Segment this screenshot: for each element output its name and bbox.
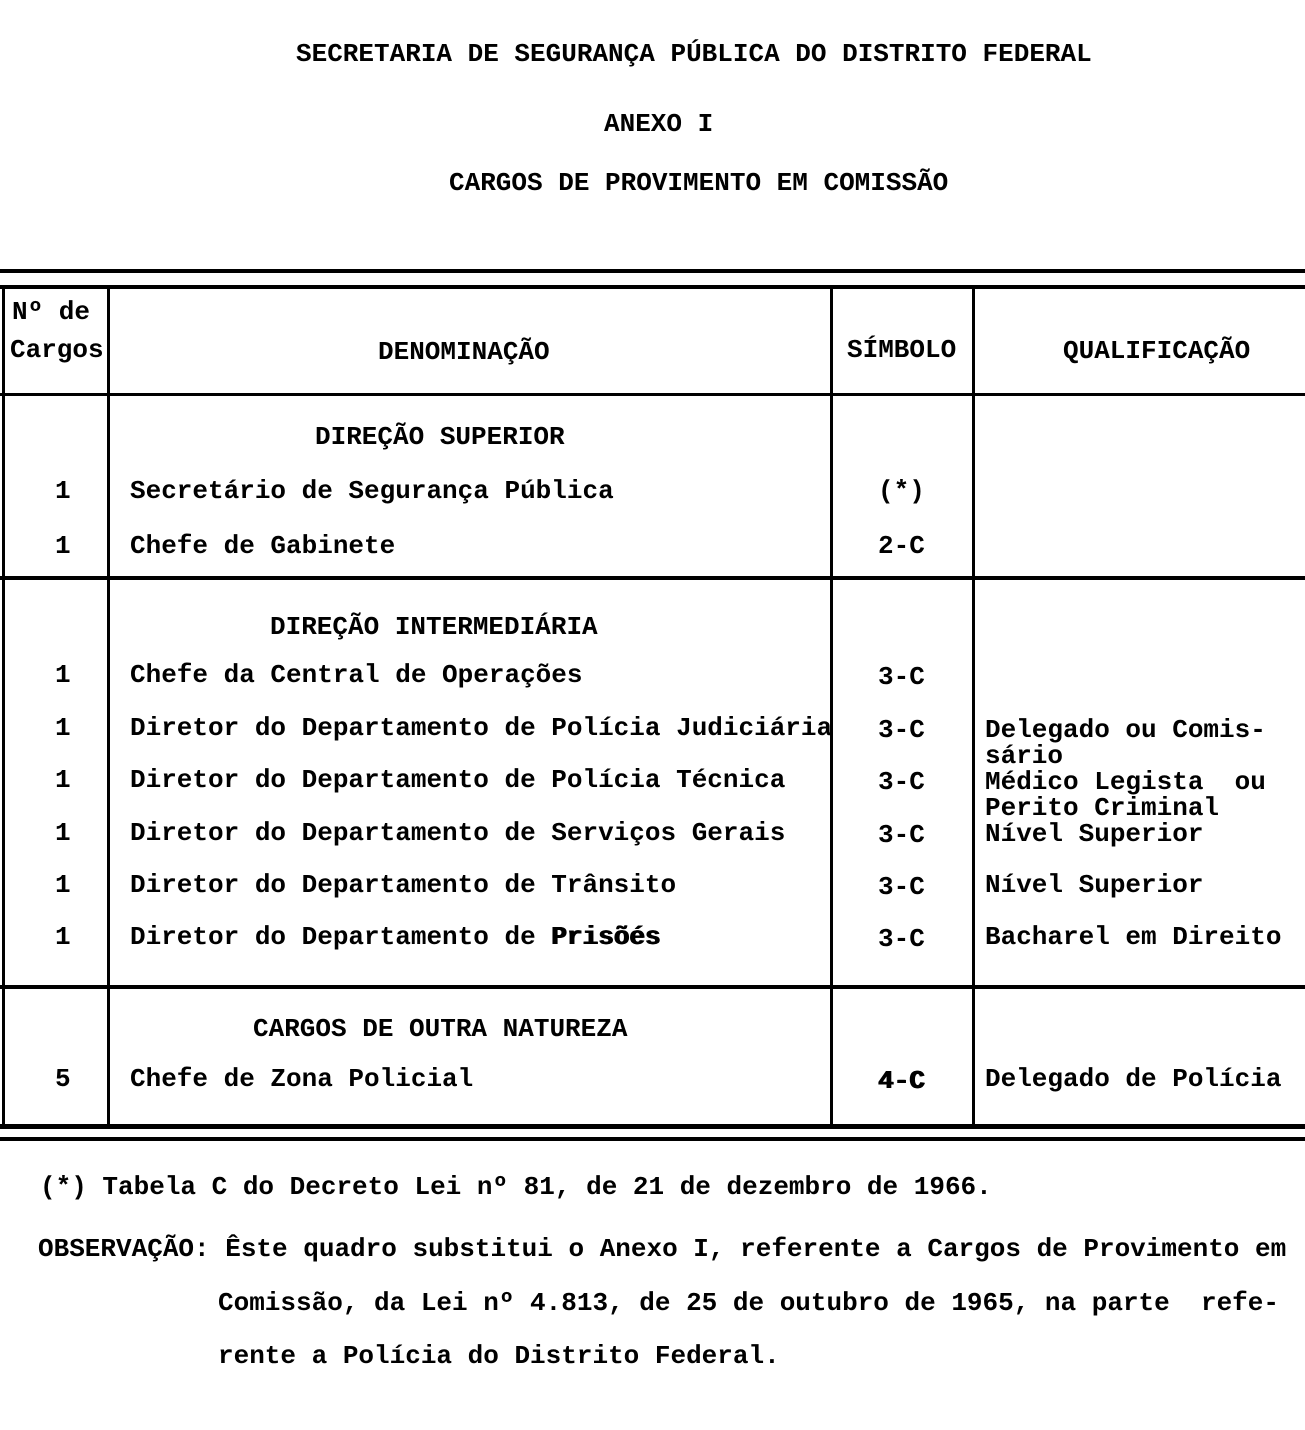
row-denominacao: Diretor do Departamento de Polícia Técnica: [130, 765, 786, 795]
qualificacao-line: sário: [985, 741, 1064, 771]
row-cargos: 5: [55, 1064, 71, 1094]
row-denominacao: [130, 924, 661, 951]
table-divider-cargos: [107, 289, 110, 1124]
col-header-cargos-line2: Cargos: [10, 335, 104, 365]
table-header-rule: [0, 393, 1305, 396]
doc-org-title: SECRETARIA DE SEGURANÇA PÚBLICA DO DISTRITO FEDERAL: [296, 39, 1092, 69]
row-denominacao: Diretor do Departamento de Polícia Judiciária: [130, 713, 833, 743]
row-simbolo: 2-C: [878, 531, 925, 561]
qualificacao-line: Nível Superior: [985, 819, 1204, 849]
row-denominacao: Chefe da Central de Operações: [130, 660, 583, 690]
row-cargos: 1: [55, 765, 71, 795]
col-header-denominacao: DENOMINAÇÃO: [378, 337, 550, 367]
row-denominacao-prefix: Diretor do Departamento de: [130, 922, 552, 952]
row-denominacao: Diretor do Departamento de Serviços Gerais: [130, 818, 786, 848]
row-qualificacao: Delegado de Polícia: [985, 1064, 1282, 1094]
observation-line-2: Comissão, da Lei nº 4.813, de 25 de outubro de 1965, na parte refe-: [218, 1288, 1279, 1318]
qualificacao-line: Perito Criminal: [985, 793, 1220, 823]
row-simbolo: 3-C: [878, 820, 925, 850]
observation-line-1: OBSERVAÇÃO: Êste quadro substitui o Anexo I, referente a Cargos de Provimento em: [38, 1234, 1287, 1264]
row-simbolo: 3-C: [878, 662, 925, 692]
col-header-qualificacao: QUALIFICAÇÃO: [1063, 336, 1251, 366]
row-denominacao-overstrike: Prisõés: [551, 922, 661, 952]
row-denominacao: Secretário de Segurança Pública: [130, 476, 614, 506]
qualificacao-line: Delegado ou Comis-: [985, 715, 1266, 745]
row-cargos: 1: [55, 660, 71, 690]
row-cargos: 1: [55, 922, 71, 952]
row-denominacao: Chefe de Gabinete: [130, 531, 396, 561]
row-denominacao: Chefe de Zona Policial: [130, 1064, 474, 1094]
row-denominacao: Diretor do Departamento de Trânsito: [130, 870, 677, 900]
table-top-rule-outer: [0, 269, 1305, 273]
row-cargos: 1: [55, 531, 71, 561]
qualificacao-line: Bacharel em Direito: [985, 922, 1282, 952]
row-simbolo: 3-C: [878, 715, 925, 745]
row-cargos: 1: [55, 818, 71, 848]
footnote-asterisk: (*) Tabela C do Decreto Lei nº 81, de 21 de dezembro de 1966.: [40, 1172, 992, 1202]
table-divider-simbolo: [830, 289, 833, 1124]
section-title-direcao-intermediaria: DIREÇÃO INTERMEDIÁRIA: [270, 612, 598, 642]
row-simbolo: 4-C: [878, 1066, 925, 1096]
table-section1-rule: [0, 576, 1305, 580]
table-bottom-rule-outer: [0, 1137, 1305, 1141]
doc-title: CARGOS DE PROVIMENTO EM COMISSÃO: [449, 168, 949, 198]
observation-line-3: rente a Polícia do Distrito Federal.: [218, 1341, 780, 1371]
row-cargos: 1: [55, 476, 71, 506]
row-simbolo: 3-C: [878, 767, 925, 797]
row-simbolo: (*): [878, 476, 925, 506]
table-top-rule-inner: [0, 285, 1305, 289]
table-section2-rule: [0, 985, 1305, 989]
row-cargos: 1: [55, 713, 71, 743]
row-cargos: 1: [55, 870, 71, 900]
table-bottom-rule-inner: [0, 1124, 1305, 1129]
table-divider-qualificacao: [972, 289, 975, 1124]
table-left-border: [2, 289, 5, 1124]
row-simbolo: 3-C: [878, 872, 925, 902]
section-title-cargos-outra-natureza: CARGOS DE OUTRA NATUREZA: [253, 1014, 628, 1044]
doc-annex-title: ANEXO I: [604, 109, 714, 139]
qualificacao-line: Nível Superior: [985, 870, 1204, 900]
qualificacao-line: Médico Legista ou: [985, 767, 1266, 797]
col-header-simbolo: SÍMBOLO: [847, 335, 957, 365]
row-simbolo: 3-C: [878, 924, 925, 954]
section-title-direcao-superior: DIREÇÃO SUPERIOR: [315, 422, 565, 452]
col-header-cargos-line1: Nº de: [12, 297, 91, 327]
